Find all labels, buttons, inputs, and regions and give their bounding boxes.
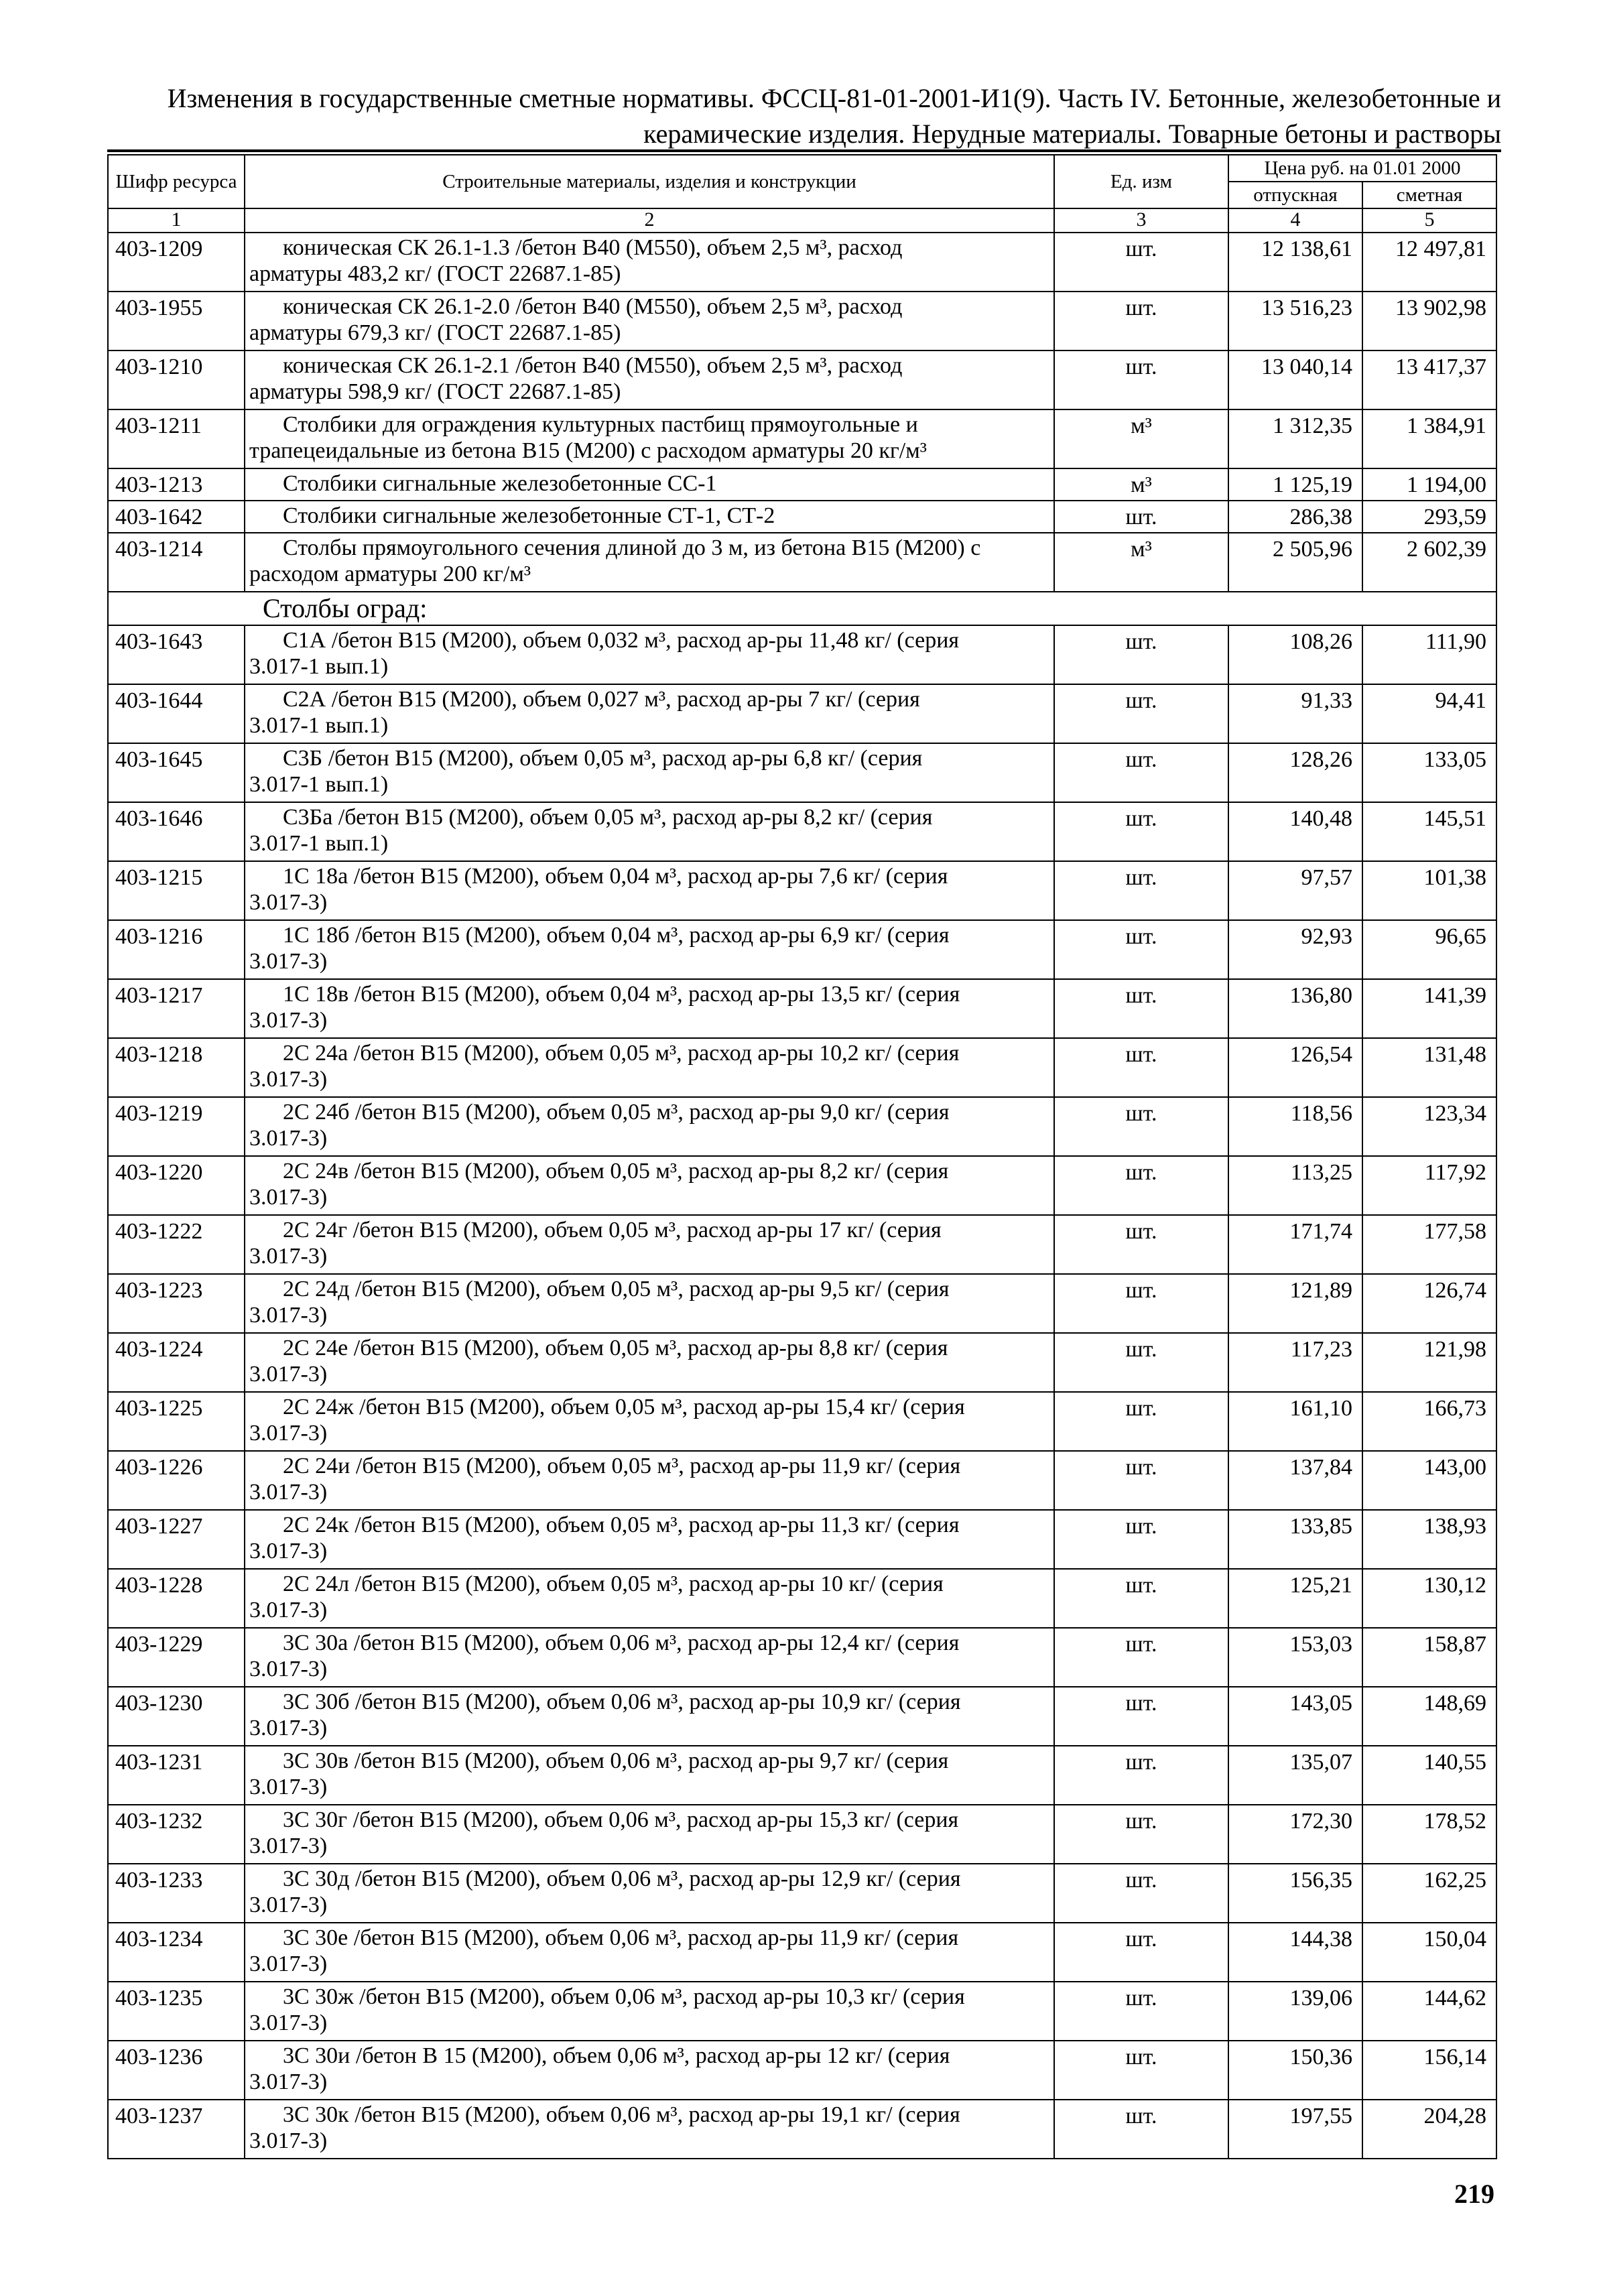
- unit: шт.: [1054, 2041, 1228, 2100]
- resource-code: 403-1220: [108, 1156, 245, 1215]
- release-price: 126,54: [1228, 1038, 1362, 1097]
- description-line2: 3.017-3): [249, 1185, 328, 1210]
- description-line1: 2С 24к /бетон В15 (М200), объем 0,05 м³, расход ар-ры 11,3 кг/ (серия: [283, 1513, 960, 1537]
- item-description: [245, 533, 1054, 592]
- item-description: [245, 233, 1054, 292]
- resource-code: 403-1643: [108, 625, 245, 684]
- table-row: [108, 1805, 1496, 1864]
- description-line2: 3.017-1 вып.1): [249, 713, 389, 738]
- description-line2: 3.017-3): [249, 1716, 328, 1740]
- description-line1: 3С 30д /бетон В15 (М200), объем 0,06 м³, расход ар-ры 12,9 кг/ (серия: [283, 1866, 961, 1891]
- description-line1: 3С 30к /бетон В15 (М200), объем 0,06 м³, расход ар-ры 19,1 кг/ (серия: [283, 2102, 960, 2127]
- estimate-price: 177,58: [1362, 1215, 1496, 1274]
- item-description: [245, 802, 1054, 861]
- table-row: [108, 1215, 1496, 1274]
- estimate-price: 162,25: [1362, 1864, 1496, 1923]
- resource-code: 403-1214: [108, 533, 245, 592]
- table-body-bottom: [108, 625, 1496, 2159]
- release-price: 1 312,35: [1228, 409, 1362, 468]
- description-line1: 1С 18а /бетон В15 (М200), объем 0,04 м³, расход ар-ры 7,6 кг/ (серия: [283, 864, 948, 889]
- estimate-price: 145,51: [1362, 802, 1496, 861]
- unit: шт.: [1054, 1864, 1228, 1923]
- resource-code: 403-1223: [108, 1274, 245, 1333]
- page-header: [107, 80, 1501, 151]
- description-line2: 3.017-3): [249, 2069, 328, 2094]
- resource-code: 403-1230: [108, 1687, 245, 1746]
- release-price: 172,30: [1228, 1805, 1362, 1864]
- header-rule: [107, 149, 1501, 152]
- description-line2: трапецеидальные из бетона В15 (М200) с расходом арматуры 20 кг/м³: [249, 438, 927, 463]
- estimate-price: 94,41: [1362, 684, 1496, 743]
- estimate-price: 166,73: [1362, 1392, 1496, 1451]
- estimate-price: 13 417,37: [1362, 350, 1496, 409]
- release-price: 125,21: [1228, 1569, 1362, 1628]
- unit: шт.: [1054, 1805, 1228, 1864]
- resource-code: 403-1225: [108, 1392, 245, 1451]
- resource-code: 403-1237: [108, 2100, 245, 2159]
- unit: шт.: [1054, 1392, 1228, 1451]
- table-row: [108, 1687, 1496, 1746]
- description-line1: 2С 24а /бетон В15 (М200), объем 0,05 м³, расход ар-ры 10,2 кг/ (серия: [283, 1041, 960, 1066]
- resource-code: 403-1216: [108, 920, 245, 979]
- estimate-price: 117,92: [1362, 1156, 1496, 1215]
- unit: шт.: [1054, 1097, 1228, 1156]
- table-row: [108, 1982, 1496, 2041]
- description-line1: 2С 24и /бетон В15 (М200), объем 0,05 м³, расход ар-ры 11,9 кг/ (серия: [283, 1454, 961, 1478]
- description-line2: расходом арматуры 200 кг/м³: [249, 562, 531, 586]
- table-row: [108, 233, 1496, 292]
- col-number: 4: [1228, 208, 1362, 233]
- table-row: [108, 501, 1496, 533]
- release-price: 286,38: [1228, 501, 1362, 533]
- resource-code: 403-1222: [108, 1215, 245, 1274]
- estimate-price: 156,14: [1362, 2041, 1496, 2100]
- description-line1: Столбы прямоугольного сечения длиной до 3 м, из бетона В15 (М200) с: [283, 535, 981, 560]
- table-row: [108, 625, 1496, 684]
- table-row: [108, 743, 1496, 802]
- description-line1: 3С 30в /бетон В15 (М200), объем 0,06 м³, расход ар-ры 9,7 кг/ (серия: [283, 1748, 949, 1773]
- resource-code: 403-1646: [108, 802, 245, 861]
- col-header-estimate: сметная: [1362, 182, 1496, 208]
- item-description: [245, 468, 1054, 501]
- description-line1: Столбики сигнальные железобетонные СС-1: [283, 471, 717, 496]
- estimate-price: 131,48: [1362, 1038, 1496, 1097]
- item-description: [245, 979, 1054, 1038]
- resource-code: 403-1955: [108, 292, 245, 350]
- unit: шт.: [1054, 1628, 1228, 1687]
- release-price: 139,06: [1228, 1982, 1362, 2041]
- resource-code: 403-1233: [108, 1864, 245, 1923]
- description-line2: арматуры 483,2 кг/ (ГОСТ 22687.1-85): [249, 261, 621, 286]
- resource-code: 403-1224: [108, 1333, 245, 1392]
- description-line2: 3.017-3): [249, 2128, 328, 2153]
- col-header-unit: Ед. изм: [1054, 155, 1228, 208]
- description-line1: 2С 24д /бетон В15 (М200), объем 0,05 м³, расход ар-ры 9,5 кг/ (серия: [283, 1277, 950, 1301]
- description-line1: 2С 24б /бетон В15 (М200), объем 0,05 м³, расход ар-ры 9,0 кг/ (серия: [283, 1100, 950, 1125]
- release-price: 136,80: [1228, 979, 1362, 1038]
- table-row: [108, 1510, 1496, 1569]
- description-line1: 2С 24е /бетон В15 (М200), объем 0,05 м³, расход ар-ры 8,8 кг/ (серия: [283, 1336, 948, 1360]
- col-header-code: Шифр ресурса: [108, 155, 245, 208]
- description-line1: 3С 30е /бетон В15 (М200), объем 0,06 м³, расход ар-ры 11,9 кг/ (серия: [283, 1925, 959, 1950]
- release-price: 97,57: [1228, 861, 1362, 920]
- estimate-price: 293,59: [1362, 501, 1496, 533]
- item-description: [245, 1333, 1054, 1392]
- item-description: [245, 684, 1054, 743]
- release-price: 171,74: [1228, 1215, 1362, 1274]
- page-number: 219: [1454, 2179, 1494, 2209]
- item-description: [245, 743, 1054, 802]
- release-price: 133,85: [1228, 1510, 1362, 1569]
- unit: шт.: [1054, 2100, 1228, 2159]
- unit: шт.: [1054, 1687, 1228, 1746]
- description-line2: 3.017-1 вып.1): [249, 654, 389, 679]
- unit: шт.: [1054, 233, 1228, 292]
- table-row: [108, 1569, 1496, 1628]
- item-description: [245, 1864, 1054, 1923]
- estimate-price: 101,38: [1362, 861, 1496, 920]
- resource-code: 403-1229: [108, 1628, 245, 1687]
- description-line2: 3.017-3): [249, 1244, 328, 1269]
- resource-code: 403-1213: [108, 468, 245, 501]
- release-price: 12 138,61: [1228, 233, 1362, 292]
- unit: шт.: [1054, 1923, 1228, 1982]
- table-row: [108, 1333, 1496, 1392]
- col-header-price: Цена руб. на 01.01 2000: [1228, 155, 1496, 182]
- table-row: [108, 1864, 1496, 1923]
- unit: м³: [1054, 468, 1228, 501]
- description-line1: 2С 24л /бетон В15 (М200), объем 0,05 м³, расход ар-ры 10 кг/ (серия: [283, 1572, 944, 1596]
- description-line2: 3.017-3): [249, 1539, 328, 1564]
- item-description: [245, 1923, 1054, 1982]
- table-row: [108, 292, 1496, 350]
- table-row: [108, 1274, 1496, 1333]
- section-title: Столбы оград:: [108, 592, 1496, 625]
- table-row: [108, 1392, 1496, 1451]
- unit: шт.: [1054, 684, 1228, 743]
- unit: шт.: [1054, 1215, 1228, 1274]
- description-line2: 3.017-3): [249, 1775, 328, 1799]
- release-price: 118,56: [1228, 1097, 1362, 1156]
- release-price: 144,38: [1228, 1923, 1362, 1982]
- resource-code: 403-1235: [108, 1982, 245, 2041]
- description-line1: С1А /бетон В15 (М200), объем 0,032 м³, расход ар-ры 11,48 кг/ (серия: [283, 628, 960, 653]
- item-description: [245, 1156, 1054, 1215]
- resource-code: 403-1234: [108, 1923, 245, 1982]
- item-description: [245, 1746, 1054, 1805]
- item-description: [245, 861, 1054, 920]
- unit: шт.: [1054, 292, 1228, 350]
- release-price: 143,05: [1228, 1687, 1362, 1746]
- estimate-price: 130,12: [1362, 1569, 1496, 1628]
- description-line2: 3.017-3): [249, 1598, 328, 1622]
- description-line2: 3.017-3): [249, 1126, 328, 1151]
- unit: шт.: [1054, 1038, 1228, 1097]
- item-description: [245, 1392, 1054, 1451]
- item-description: [245, 1687, 1054, 1746]
- item-description: [245, 501, 1054, 533]
- release-price: 153,03: [1228, 1628, 1362, 1687]
- resource-code: 403-1227: [108, 1510, 245, 1569]
- description-line2: арматуры 598,9 кг/ (ГОСТ 22687.1-85): [249, 379, 621, 404]
- estimate-price: 144,62: [1362, 1982, 1496, 2041]
- estimate-price: 158,87: [1362, 1628, 1496, 1687]
- table-row: [108, 1923, 1496, 1982]
- page-header-line2: керамические изделия. Нерудные материалы. Товарные бетоны и растворы: [643, 119, 1501, 149]
- item-description: [245, 1215, 1054, 1274]
- description-line1: коническая СК 26.1-2.0 /бетон В40 (М550), объем 2,5 м³, расход: [283, 294, 903, 319]
- col-number: 3: [1054, 208, 1228, 233]
- estimate-price: 141,39: [1362, 979, 1496, 1038]
- description-line2: 3.017-3): [249, 1362, 328, 1387]
- table-row: [108, 920, 1496, 979]
- description-line1: Столбики для ограждения культурных пастбищ прямоугольные и: [283, 412, 918, 437]
- unit: шт.: [1054, 979, 1228, 1038]
- description-line2: 3.017-3): [249, 1834, 328, 1858]
- unit: шт.: [1054, 920, 1228, 979]
- item-description: [245, 1510, 1054, 1569]
- description-line2: 3.017-3): [249, 890, 328, 915]
- col-number: 2: [245, 208, 1054, 233]
- unit: шт.: [1054, 1982, 1228, 2041]
- table-row: [108, 2100, 1496, 2159]
- description-line1: 3С 30г /бетон В15 (М200), объем 0,06 м³, расход ар-ры 15,3 кг/ (серия: [283, 1807, 959, 1832]
- estimate-price: 1 384,91: [1362, 409, 1496, 468]
- estimate-price: 178,52: [1362, 1805, 1496, 1864]
- table-row: [108, 533, 1496, 592]
- table-row: [108, 1097, 1496, 1156]
- estimate-price: 121,98: [1362, 1333, 1496, 1392]
- unit: м³: [1054, 533, 1228, 592]
- estimate-price: 143,00: [1362, 1451, 1496, 1510]
- item-description: [245, 1628, 1054, 1687]
- description-line2: 3.017-3): [249, 1893, 328, 1917]
- release-price: 140,48: [1228, 802, 1362, 861]
- release-price: 91,33: [1228, 684, 1362, 743]
- table-row: [108, 468, 1496, 501]
- estimate-price: 138,93: [1362, 1510, 1496, 1569]
- estimate-price: 150,04: [1362, 1923, 1496, 1982]
- resource-code: 403-1232: [108, 1805, 245, 1864]
- release-price: 150,36: [1228, 2041, 1362, 2100]
- description-line1: 1С 18б /бетон В15 (М200), объем 0,04 м³, расход ар-ры 6,9 кг/ (серия: [283, 923, 950, 948]
- description-line2: 3.017-1 вып.1): [249, 772, 389, 797]
- estimate-price: 1 194,00: [1362, 468, 1496, 501]
- item-description: [245, 409, 1054, 468]
- table-row: [108, 350, 1496, 409]
- description-line1: 3С 30б /бетон В15 (М200), объем 0,06 м³, расход ар-ры 10,9 кг/ (серия: [283, 1689, 961, 1714]
- estimate-price: 111,90: [1362, 625, 1496, 684]
- description-line2: 3.017-3): [249, 1421, 328, 1446]
- item-description: [245, 350, 1054, 409]
- table-row: [108, 861, 1496, 920]
- col-number: 5: [1362, 208, 1496, 233]
- page-header-line1: Изменения в государственные сметные нормативы. ФССЦ-81-01-2001-И1(9). Часть IV. Бетонные, железобетонные и: [167, 83, 1501, 113]
- unit: шт.: [1054, 625, 1228, 684]
- description-line2: 3.017-3): [249, 1657, 328, 1681]
- estimate-price: 96,65: [1362, 920, 1496, 979]
- unit: шт.: [1054, 1510, 1228, 1569]
- description-line1: Столбики сигнальные железобетонные СТ-1, СТ-2: [283, 503, 775, 528]
- table-row: [108, 409, 1496, 468]
- description-line2: 3.017-3): [249, 1303, 328, 1328]
- estimate-price: 148,69: [1362, 1687, 1496, 1746]
- resource-code: 403-1231: [108, 1746, 245, 1805]
- description-line2: арматуры 679,3 кг/ (ГОСТ 22687.1-85): [249, 320, 621, 345]
- unit: шт.: [1054, 1451, 1228, 1510]
- unit: шт.: [1054, 1333, 1228, 1392]
- unit: шт.: [1054, 1274, 1228, 1333]
- estimate-price: 13 902,98: [1362, 292, 1496, 350]
- resource-code: 403-1217: [108, 979, 245, 1038]
- description-line1: 2С 24ж /бетон В15 (М200), объем 0,05 м³, расход ар-ры 15,4 кг/ (серия: [283, 1395, 965, 1419]
- description-line1: 3С 30ж /бетон В15 (М200), объем 0,06 м³, расход ар-ры 10,3 кг/ (серия: [283, 1984, 965, 2009]
- item-description: [245, 1451, 1054, 1510]
- description-line1: С3Ба /бетон В15 (М200), объем 0,05 м³, расход ар-ры 8,2 кг/ (серия: [283, 805, 933, 830]
- release-price: 121,89: [1228, 1274, 1362, 1333]
- release-price: 1 125,19: [1228, 468, 1362, 501]
- release-price: 156,35: [1228, 1864, 1362, 1923]
- item-description: [245, 1982, 1054, 2041]
- item-description: [245, 1569, 1054, 1628]
- estimate-price: 133,05: [1362, 743, 1496, 802]
- resource-code: 403-1211: [108, 409, 245, 468]
- description-line2: 3.017-3): [249, 949, 328, 974]
- unit: м³: [1054, 409, 1228, 468]
- resource-code: 403-1645: [108, 743, 245, 802]
- estimate-price: 204,28: [1362, 2100, 1496, 2159]
- table-row: [108, 802, 1496, 861]
- description-line2: 3.017-3): [249, 1952, 328, 1976]
- table-row: [108, 1038, 1496, 1097]
- description-line2: 3.017-3): [249, 1067, 328, 1092]
- resource-code: 403-1210: [108, 350, 245, 409]
- release-price: 135,07: [1228, 1746, 1362, 1805]
- description-line2: 3.017-1 вып.1): [249, 831, 389, 856]
- description-line1: коническая СК 26.1-1.3 /бетон В40 (М550), объем 2,5 м³, расход: [283, 235, 903, 260]
- estimate-price: 140,55: [1362, 1746, 1496, 1805]
- item-description: [245, 920, 1054, 979]
- description-line2: 3.017-3): [249, 1008, 328, 1033]
- item-description: [245, 2100, 1054, 2159]
- unit: шт.: [1054, 802, 1228, 861]
- release-price: 113,25: [1228, 1156, 1362, 1215]
- resource-code: 403-1226: [108, 1451, 245, 1510]
- unit: шт.: [1054, 1569, 1228, 1628]
- release-price: 161,10: [1228, 1392, 1362, 1451]
- description-line1: 3С 30и /бетон В 15 (М200), объем 0,06 м³, расход ар-ры 12 кг/ (серия: [283, 2043, 950, 2068]
- resource-code: 403-1209: [108, 233, 245, 292]
- description-line1: 2С 24в /бетон В15 (М200), объем 0,05 м³, расход ар-ры 8,2 кг/ (серия: [283, 1159, 949, 1184]
- item-description: [245, 625, 1054, 684]
- col-header-name: Строительные материалы, изделия и конструкции: [245, 155, 1054, 208]
- estimate-price: 2 602,39: [1362, 533, 1496, 592]
- resource-code: 403-1215: [108, 861, 245, 920]
- unit: шт.: [1054, 1156, 1228, 1215]
- description-line1: 1С 18в /бетон В15 (М200), объем 0,04 м³, расход ар-ры 13,5 кг/ (серия: [283, 982, 960, 1007]
- table-row: [108, 684, 1496, 743]
- item-description: [245, 2041, 1054, 2100]
- release-price: 117,23: [1228, 1333, 1362, 1392]
- resource-code: 403-1644: [108, 684, 245, 743]
- table-row: [108, 2041, 1496, 2100]
- table-row: [108, 1746, 1496, 1805]
- unit: шт.: [1054, 861, 1228, 920]
- resource-code: 403-1218: [108, 1038, 245, 1097]
- item-description: [245, 1097, 1054, 1156]
- unit: шт.: [1054, 350, 1228, 409]
- release-price: 128,26: [1228, 743, 1362, 802]
- description-line1: коническая СК 26.1-2.1 /бетон В40 (М550), объем 2,5 м³, расход: [283, 353, 903, 378]
- item-description: [245, 1038, 1054, 1097]
- resource-code: 403-1236: [108, 2041, 245, 2100]
- release-price: 197,55: [1228, 2100, 1362, 2159]
- release-price: 108,26: [1228, 625, 1362, 684]
- resource-code: 403-1219: [108, 1097, 245, 1156]
- table-row: [108, 1156, 1496, 1215]
- col-number: 1: [108, 208, 245, 233]
- table-row: [108, 1451, 1496, 1510]
- col-header-release: отпускная: [1228, 182, 1362, 208]
- release-price: 13 516,23: [1228, 292, 1362, 350]
- description-line2: 3.017-3): [249, 1480, 328, 1505]
- unit: шт.: [1054, 743, 1228, 802]
- unit: шт.: [1054, 1746, 1228, 1805]
- item-description: [245, 292, 1054, 350]
- resource-code: 403-1228: [108, 1569, 245, 1628]
- description-line2: 3.017-3): [249, 2011, 328, 2035]
- description-line1: С2А /бетон В15 (М200), объем 0,027 м³, расход ар-ры 7 кг/ (серия: [283, 687, 920, 712]
- item-description: [245, 1805, 1054, 1864]
- section-row-group: [108, 592, 1496, 625]
- price-table: [107, 154, 1497, 2159]
- description-line1: С3Б /бетон В15 (М200), объем 0,05 м³, расход ар-ры 6,8 кг/ (серия: [283, 746, 923, 771]
- release-price: 2 505,96: [1228, 533, 1362, 592]
- table-body-top: [108, 233, 1496, 592]
- description-line1: 2С 24г /бетон В15 (М200), объем 0,05 м³, расход ар-ры 17 кг/ (серия: [283, 1218, 942, 1242]
- item-description: [245, 1274, 1054, 1333]
- estimate-price: 126,74: [1362, 1274, 1496, 1333]
- table-row: [108, 979, 1496, 1038]
- estimate-price: 12 497,81: [1362, 233, 1496, 292]
- release-price: 92,93: [1228, 920, 1362, 979]
- description-line1: 3С 30а /бетон В15 (М200), объем 0,06 м³, расход ар-ры 12,4 кг/ (серия: [283, 1631, 960, 1655]
- estimate-price: 123,34: [1362, 1097, 1496, 1156]
- release-price: 13 040,14: [1228, 350, 1362, 409]
- table-row: [108, 1628, 1496, 1687]
- release-price: 137,84: [1228, 1451, 1362, 1510]
- resource-code: 403-1642: [108, 501, 245, 533]
- unit: шт.: [1054, 501, 1228, 533]
